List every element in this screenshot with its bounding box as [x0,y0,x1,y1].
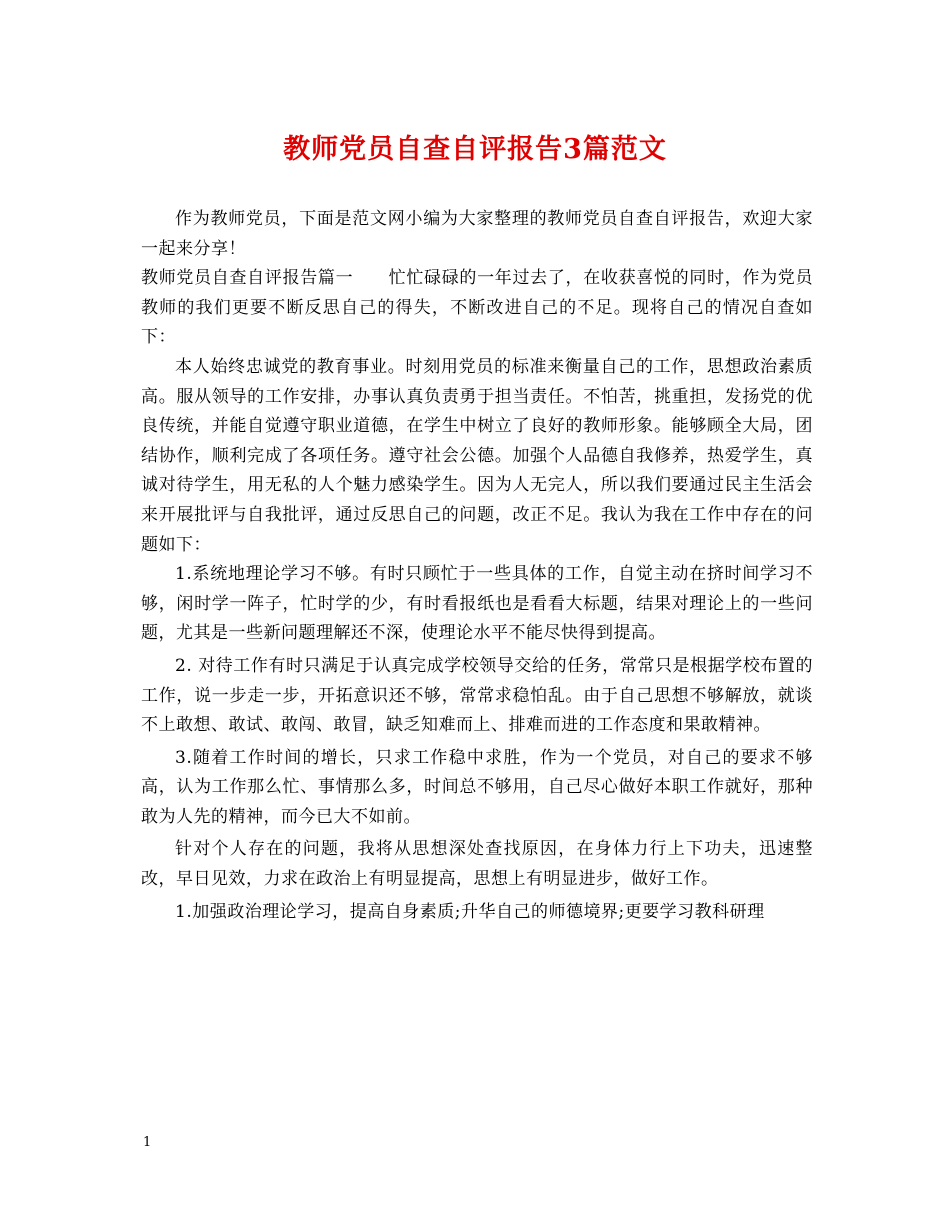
paragraph-measure-1: 1.加强政治理论学习，提高自身素质;升华自己的师德境界;更要学习教科研理 [175,901,765,922]
paragraph-problem-3: 3.随着工作时间的增长，只求工作稳中求胜，作为一个党员，对自己的要求不够高，认为工作那么忙、事情那么多，时间总不够用，自己尽心做好本职工作就好，那种敢为人先的精神，而今已大不如前。 [141,747,813,827]
paragraph-self-assessment: 本人始终忠诚党的教育事业。时刻用党员的标准来衡量自己的工作，思想政治素质高。服从领导的工作安排，办事认真负责勇于担当责任。不怕苦，挑重担，发扬党的优良传统，并能自觉遵守职业道德，在学生中树立了良好的教师形象。能够顾全大局，团结协作，顺利完成了各项任务。遵守社会公德。加强个人品德自我修养，热爱学生，真诚对待学生，用无私的人个魅力感染学生。因为人无完人，所以我们要通过民主生活会来开展批评与自我批评，通过反思自己的问题，改正不足。我认为我在工作中存在的问题如下： [141,356,813,555]
paragraph-problem-2: 2. 对待工作有时只满足于认真完成学校领导交给的任务，常常只是根据学校布置的工作，说一步走一步，开拓意识还不够，常常求稳怕乱。由于自己思想不够解放，就谈不上敢想、敢试、敢闯、敢冒，缺乏知难而上、排难而进的工作态度和果敢精神。 [141,655,813,736]
document-title: 教师党员自查自评报告3篇范文 [283,134,667,165]
document-body [141,205,813,927]
paragraph-rectification: 针对个人存在的问题，我将从思想深处查找原因，在身体力行上下功夫，迅速整改，早日见效，力求在政治上有明显提高，思想上有明显进步，做好工作。 [141,839,813,890]
paragraph-problem-1: 1.系统地理论学习不够。有时只顾忙于一些具体的工作，自觉主动在挤时间学习不够，闲时学一阵子，忙时学的少，有时看报纸也是看看大标题，结果对理论上的一些问题，尤其是一些新问题理解还不深，使理论水平不能尽快得到提高。 [141,564,813,644]
page-number: 1 [143,1135,152,1150]
paragraph-intro: 作为教师党员，下面是范文网小编为大家整理的教师党员自查自评报告，欢迎大家一起来分享！ [141,209,813,259]
paragraph-report-one-opening: 教师党员自查自评报告篇一 忙忙碌碌的一年过去了，在收获喜悦的同时，作为党员教师的我们更要不断反思自己的得失，不断改进自己的不足。现将自己的情况自查如下： [141,268,813,348]
